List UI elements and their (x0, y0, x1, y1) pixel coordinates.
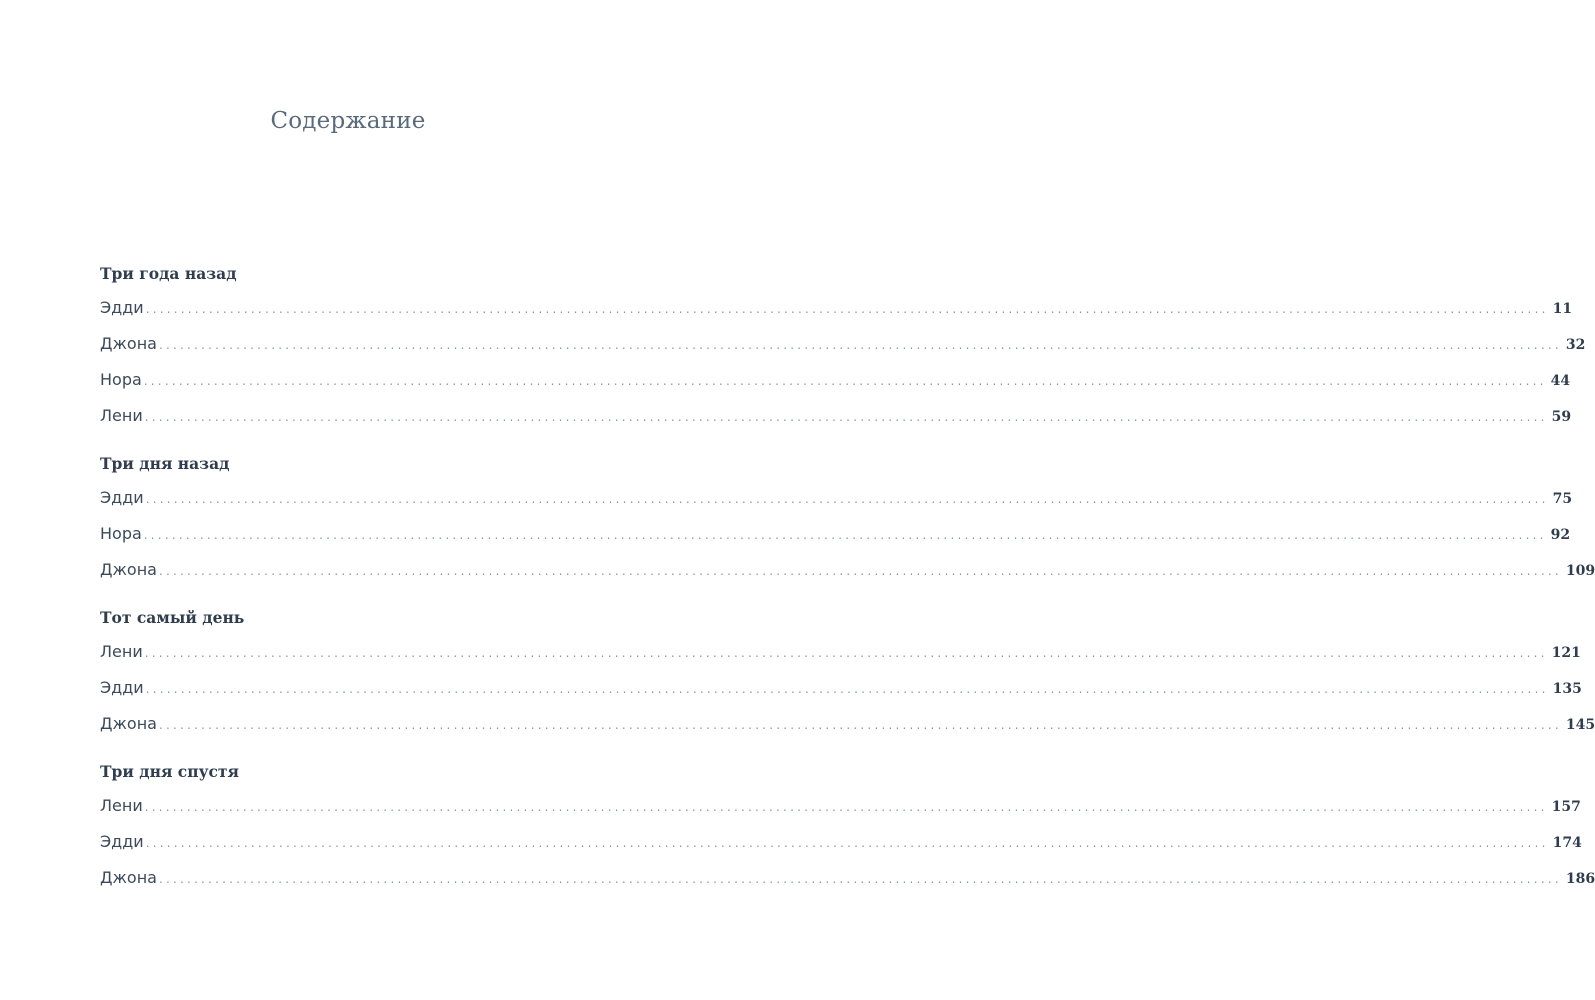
page-number: 174 (1552, 835, 1582, 851)
toc-section (100, 262, 1586, 434)
page-number: 186 (1565, 871, 1595, 887)
toc-entry[interactable] (100, 670, 1582, 706)
section-heading: Тот самый день (100, 608, 245, 627)
entry-name: Лени (100, 406, 143, 425)
page-number: 135 (1552, 681, 1582, 697)
toc-section (100, 606, 1595, 742)
section-heading: Три года назад (100, 264, 237, 283)
entry-name: Джона (100, 868, 157, 887)
entry-name: Эдди (100, 298, 144, 317)
toc-section (100, 452, 1595, 588)
toc-entry[interactable] (100, 552, 1595, 588)
toc-entry[interactable] (100, 398, 1572, 434)
dot-leader: ........................................................................................................................................................................................................ (144, 800, 1548, 814)
page-number: 92 (1550, 527, 1571, 543)
section-heading: Три дня спустя (100, 762, 239, 781)
page-number: 59 (1551, 409, 1572, 425)
dot-leader: ........................................................................................................................................................................................................ (145, 682, 1549, 696)
page-number: 11 (1552, 301, 1573, 317)
toc-entry[interactable] (100, 480, 1573, 516)
section-heading: Три дня назад (100, 454, 230, 473)
page-number: 121 (1551, 645, 1581, 661)
page-number: 44 (1550, 373, 1571, 389)
entry-name: Нора (100, 524, 142, 543)
entry-name: Эдди (100, 832, 144, 851)
toc-entry[interactable] (100, 860, 1595, 896)
entry-name: Эдди (100, 678, 144, 697)
page-number: 32 (1565, 337, 1586, 353)
dot-leader: ........................................................................................................................................................................................................ (145, 836, 1549, 850)
page-number: 75 (1552, 491, 1573, 507)
page-number: 145 (1565, 717, 1595, 733)
entry-name: Нора (100, 370, 142, 389)
entry-name: Джона (100, 714, 157, 733)
toc-section (100, 760, 1595, 896)
entry-name: Эдди (100, 488, 144, 507)
entry-name: Джона (100, 334, 157, 353)
entry-name: Лени (100, 642, 143, 661)
toc-entry[interactable] (100, 824, 1582, 860)
dot-leader: ........................................................................................................................................................................................................ (145, 302, 1549, 316)
table-of-contents (100, 262, 1595, 914)
page-title: Содержание (270, 108, 426, 134)
dot-leader: ........................................................................................................................................................................................................ (158, 872, 1562, 886)
toc-entry[interactable] (100, 362, 1571, 398)
toc-entry[interactable] (100, 290, 1573, 326)
dot-leader: ........................................................................................................................................................................................................ (158, 564, 1562, 578)
dot-leader: ........................................................................................................................................................................................................ (143, 374, 1547, 388)
toc-entry[interactable] (100, 516, 1571, 552)
dot-leader: ........................................................................................................................................................................................................ (144, 410, 1548, 424)
dot-leader: ........................................................................................................................................................................................................ (158, 338, 1562, 352)
page-number: 157 (1551, 799, 1581, 815)
dot-leader: ........................................................................................................................................................................................................ (158, 718, 1562, 732)
entry-name: Лени (100, 796, 143, 815)
toc-entry[interactable] (100, 706, 1595, 742)
toc-entry[interactable] (100, 634, 1581, 670)
entry-name: Джона (100, 560, 157, 579)
dot-leader: ........................................................................................................................................................................................................ (145, 492, 1549, 506)
dot-leader: ........................................................................................................................................................................................................ (144, 646, 1548, 660)
toc-entry[interactable] (100, 788, 1581, 824)
dot-leader: ........................................................................................................................................................................................................ (143, 528, 1547, 542)
page-number: 109 (1565, 563, 1595, 579)
toc-entry[interactable] (100, 326, 1586, 362)
